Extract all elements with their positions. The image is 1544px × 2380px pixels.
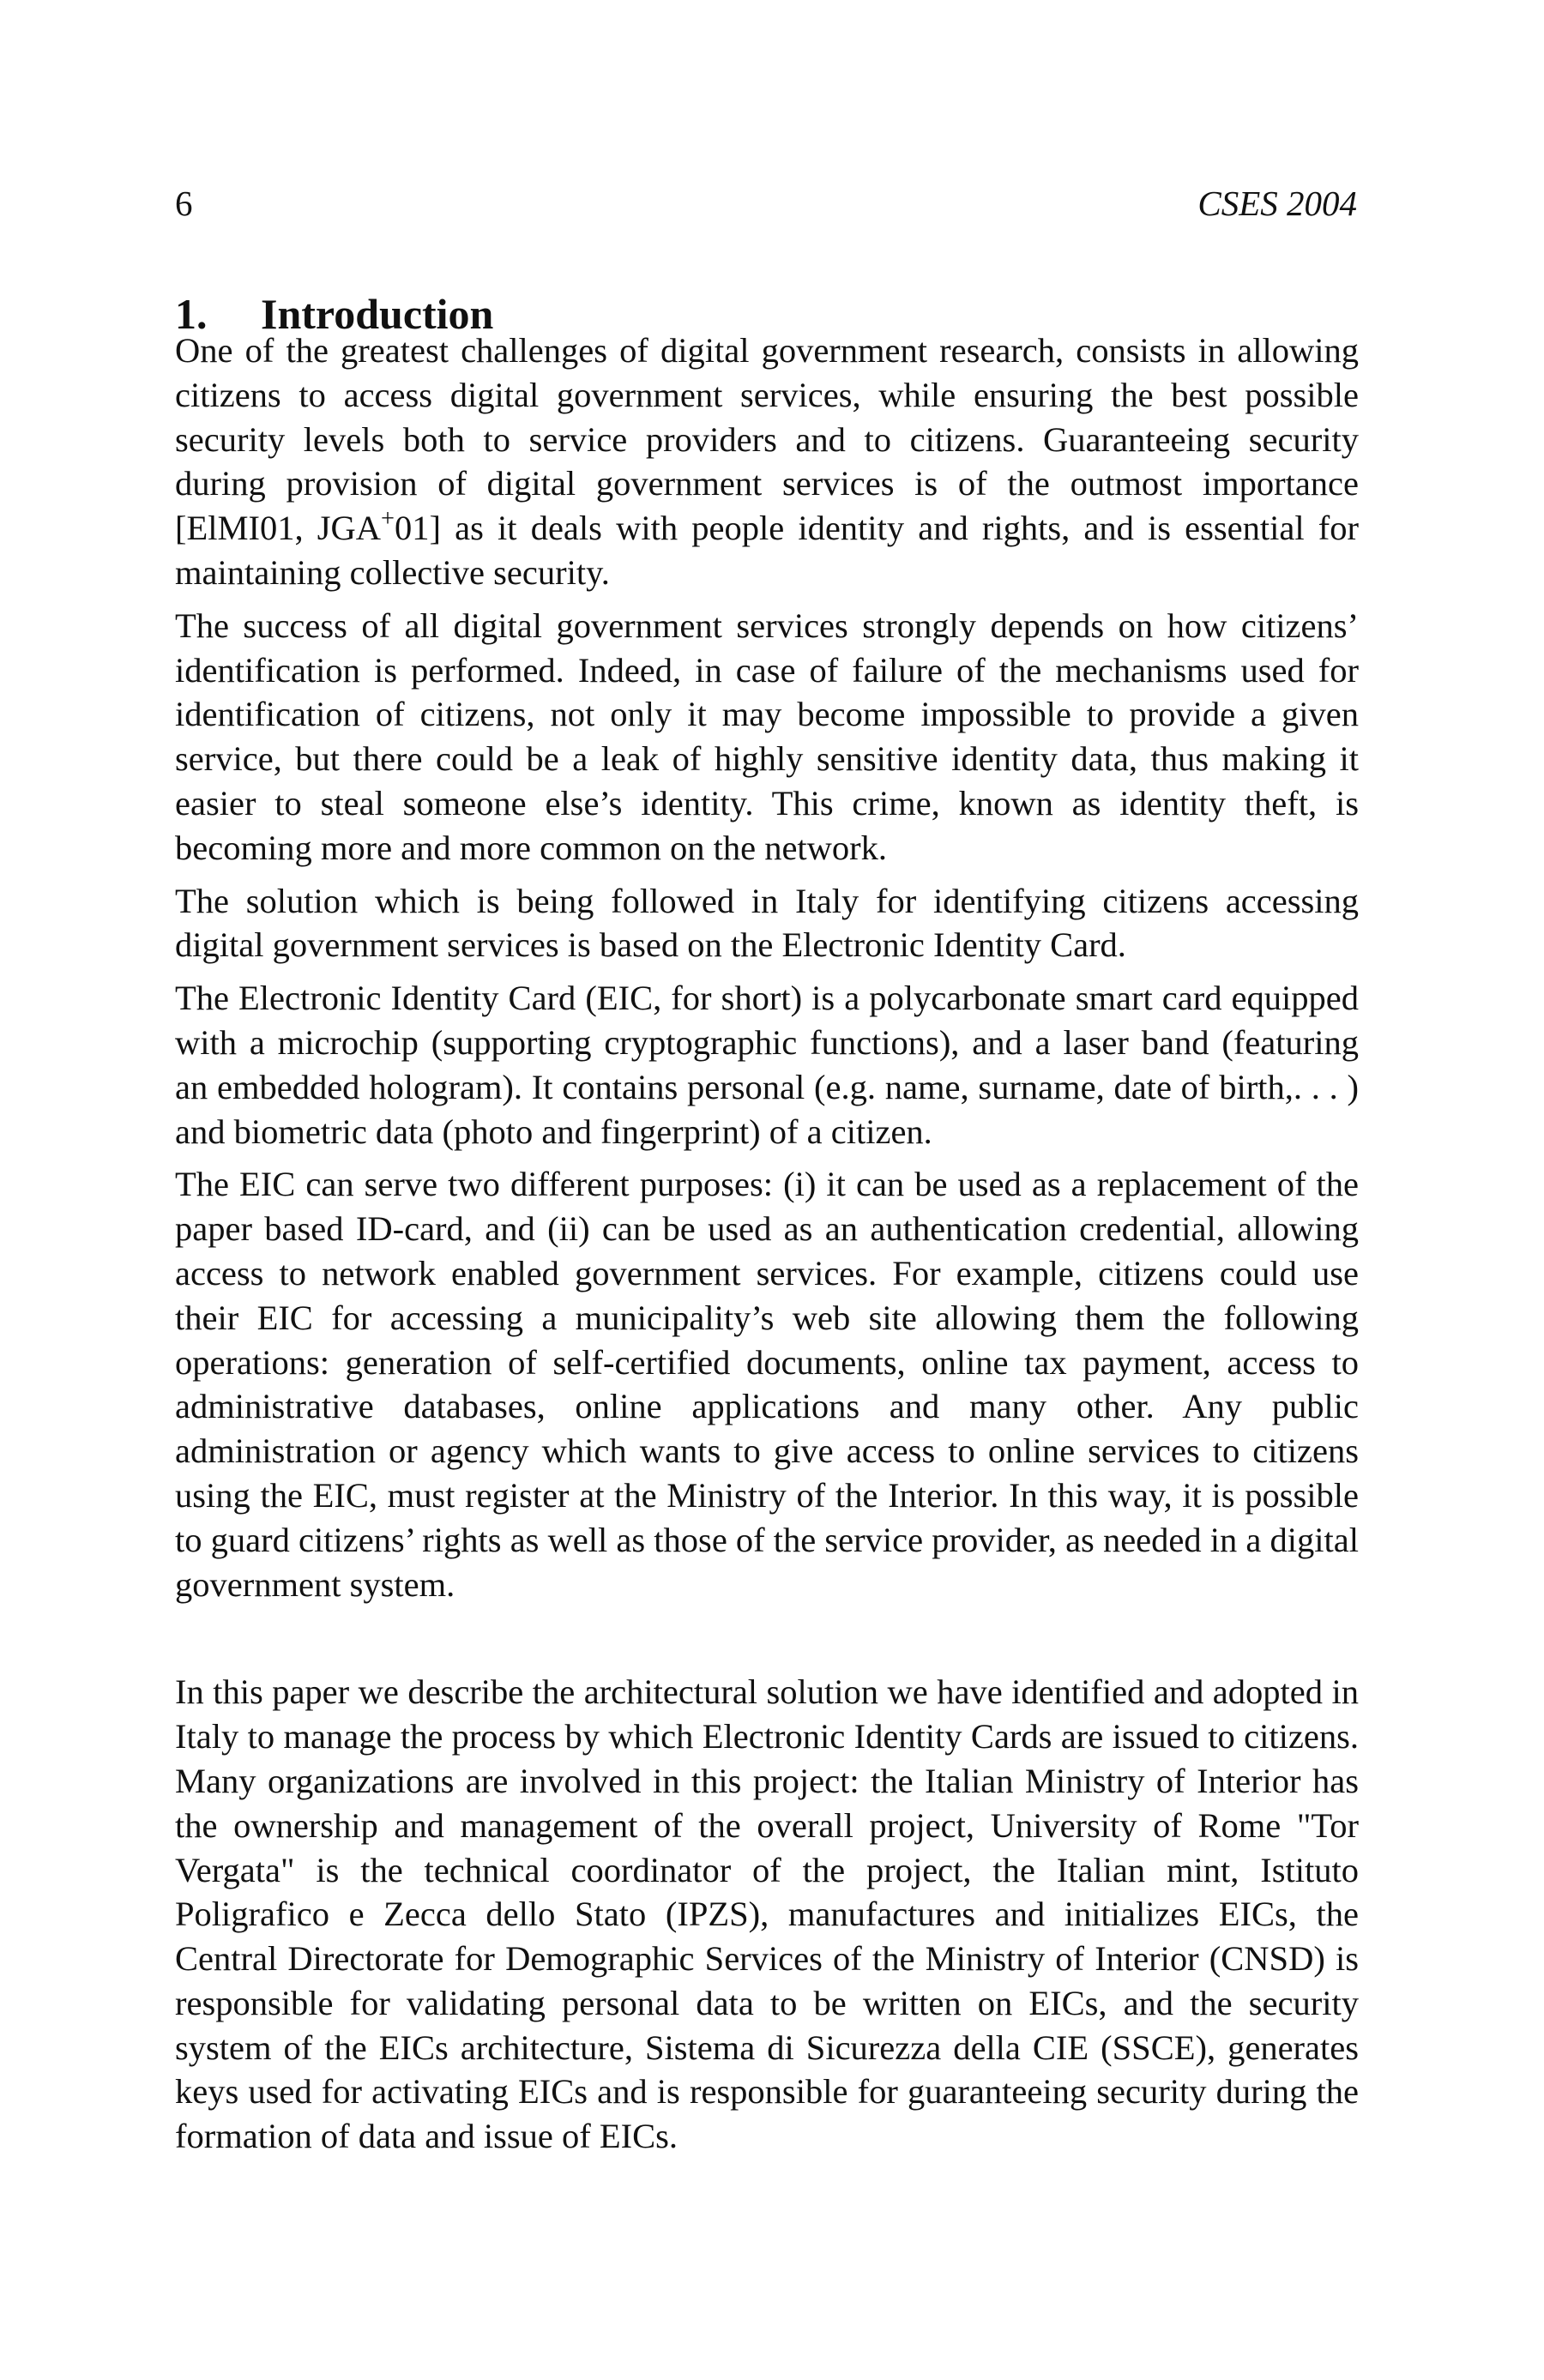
paragraph-1-text-after-citation: 01] as it deals with people identity and rights, and is essential for maintaining collective security. (175, 509, 1360, 592)
section-title: Introduction (261, 289, 494, 338)
introduction-body (175, 328, 1359, 2159)
paragraph-5: The EIC can serve two different purposes: (i) it can be used as a replacement of the paper based ID-card, and (ii) can be used as an authentication credential, allowing access to network enabled government services. For example, citizens could use their EIC for accessing a municipality’s web site allowing them the following operations: generation of self-certified documents, online tax payment, access to administrative databases, online applications and many other. Any public administration or agency which wants to give access to online services to citizens using the EIC, must register at the Ministry of the Interior. In this way, it is possible to guard citizens’ rights as well as those of the service provider, as needed in a digital government system. (175, 1165, 1359, 1604)
paragraph-4: The Electronic Identity Card (EIC, for short) is a polycarbonate smart card equipped with a microchip (supporting cryptographic functions), and a laser band (featuring an embedded hologram). It contains personal (e.g. name, surname, date of birth,. . . ) and biometric data (photo and fingerprint) of a citizen. (175, 979, 1359, 1151)
paragraph-1 (175, 328, 1359, 595)
paragraph-1-text-before-citation: One of the greatest challenges of digital government research, consists in allowing citizens to access digital government services, while ensuring the best possible security levels both to service providers and to citizens. Guaranteeing security during provision of digital government services is of the outmost importance [ElMI01, JGA (175, 331, 1359, 548)
paragraph-6: In this paper we describe the architectural solution we have identified and adopted in Italy to manage the process by which Electronic Identity Cards are issued to citizens. Many organizations are involved in this project: the Italian Ministry of Interior has the ownership and management of the overall project, University of Rome "Tor Vergata" is the technical coordinator of the project, the Italian mint, Istituto Poligrafico e Zecca dello Stato (IPZS), manufactures and initializes EICs, the Central Directorate for Demographic Services of the Ministry of Interior (CNSD) is responsible for validating personal data to be written on EICs, and the security system of the EICs architecture, Sistema di Sicurezza della CIE (SSCE), generates keys used for activating EICs and is responsible for guaranteeing security during the formation of data and issue of EICs. (175, 1672, 1359, 2156)
journal-label: CSES 2004 (1197, 184, 1357, 223)
section-number: 1. (175, 289, 208, 338)
running-header (175, 182, 1357, 225)
paragraph-3: The solution which is being followed in Italy for identifying citizens accessing digital government services is based on the Electronic Identity Card. (175, 881, 1359, 965)
page-number: 6 (175, 184, 193, 223)
paragraph-2: The success of all digital government services strongly depends on how citizens’ identification is performed. Indeed, in case of failure of the mechanisms used for identification of citizens, not only it may become impossible to provide a given service, but there could be a leak of highly sensitive identity data, thus making it easier to steal someone else’s identity. This crime, known as identity theft, is becoming more and more common on the network. (175, 606, 1359, 867)
citation-superscript: + (381, 505, 395, 533)
